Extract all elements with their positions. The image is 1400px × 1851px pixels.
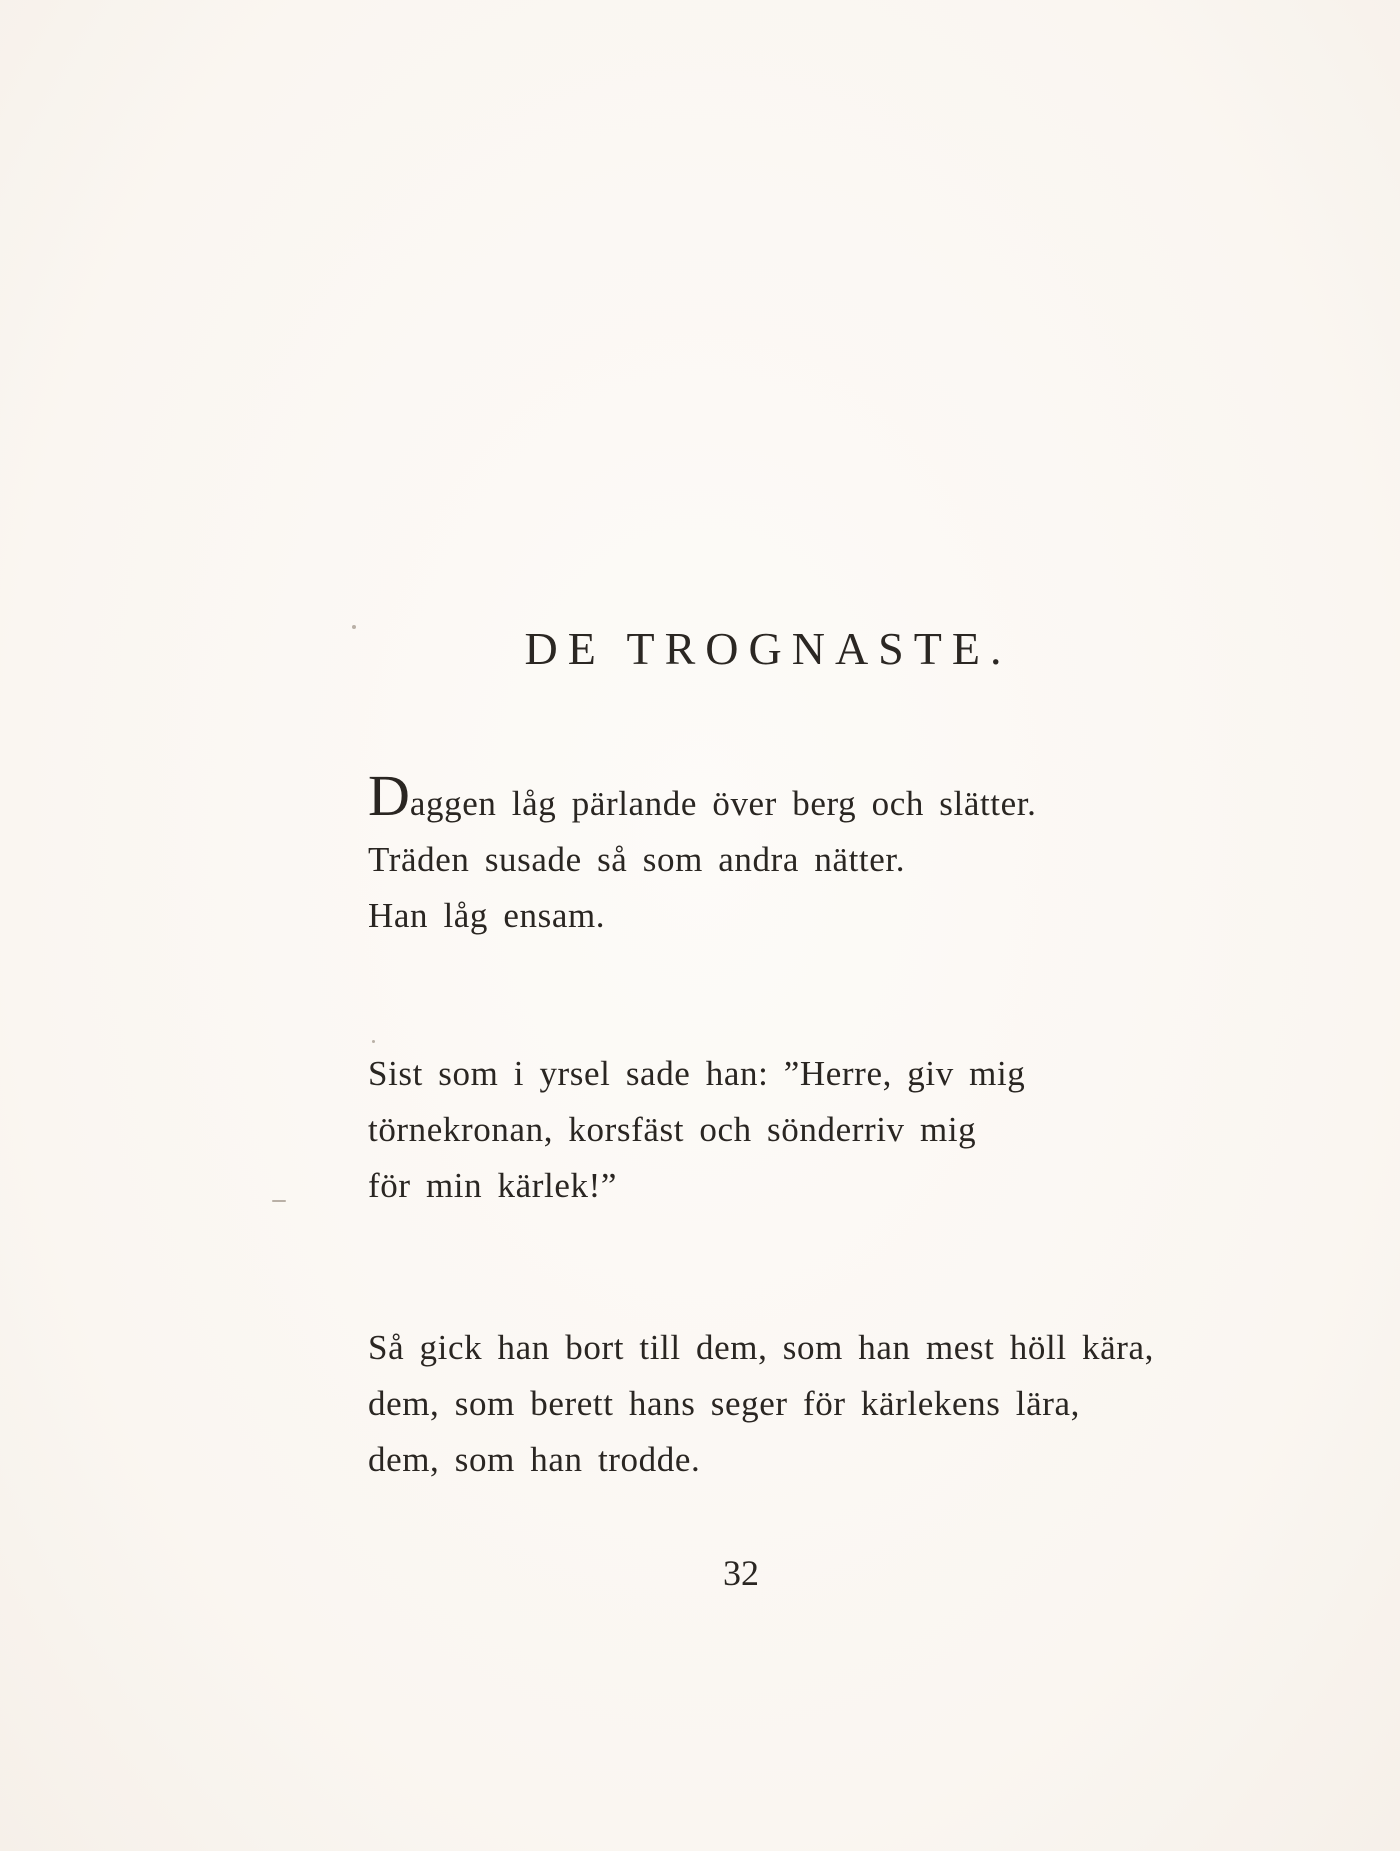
poem-line xyxy=(368,763,1248,832)
poem-line: Träden susade så som andra nätter. xyxy=(368,840,906,879)
poem-line: för min kärlek!” xyxy=(368,1166,617,1205)
poem-line: Sist som i yrsel sade han: ”Herre, giv mig xyxy=(368,1054,1026,1093)
stanza-3 xyxy=(368,1320,1248,1488)
stanza-1 xyxy=(368,763,1248,944)
paper-speck xyxy=(272,1200,286,1202)
poem-line: dem, som han trodde. xyxy=(368,1440,701,1479)
poem-line: Så gick han bort till dem, som han mest höll kära, xyxy=(368,1328,1154,1367)
drop-cap: D xyxy=(368,763,410,828)
stanza-2 xyxy=(368,1046,1248,1214)
poem-line: Han låg ensam. xyxy=(368,896,606,935)
poem-line: törnekronan, korsfäst och sönderriv mig xyxy=(368,1110,977,1149)
poem-title: DE TROGNASTE. xyxy=(524,623,1012,674)
paper-speck xyxy=(372,1040,375,1043)
page-number: 32 xyxy=(723,1553,759,1593)
poem-line-text: aggen låg pärlande över berg och slätter. xyxy=(409,784,1037,823)
poem-line: dem, som berett hans seger för kärlekens lära, xyxy=(368,1384,1080,1423)
